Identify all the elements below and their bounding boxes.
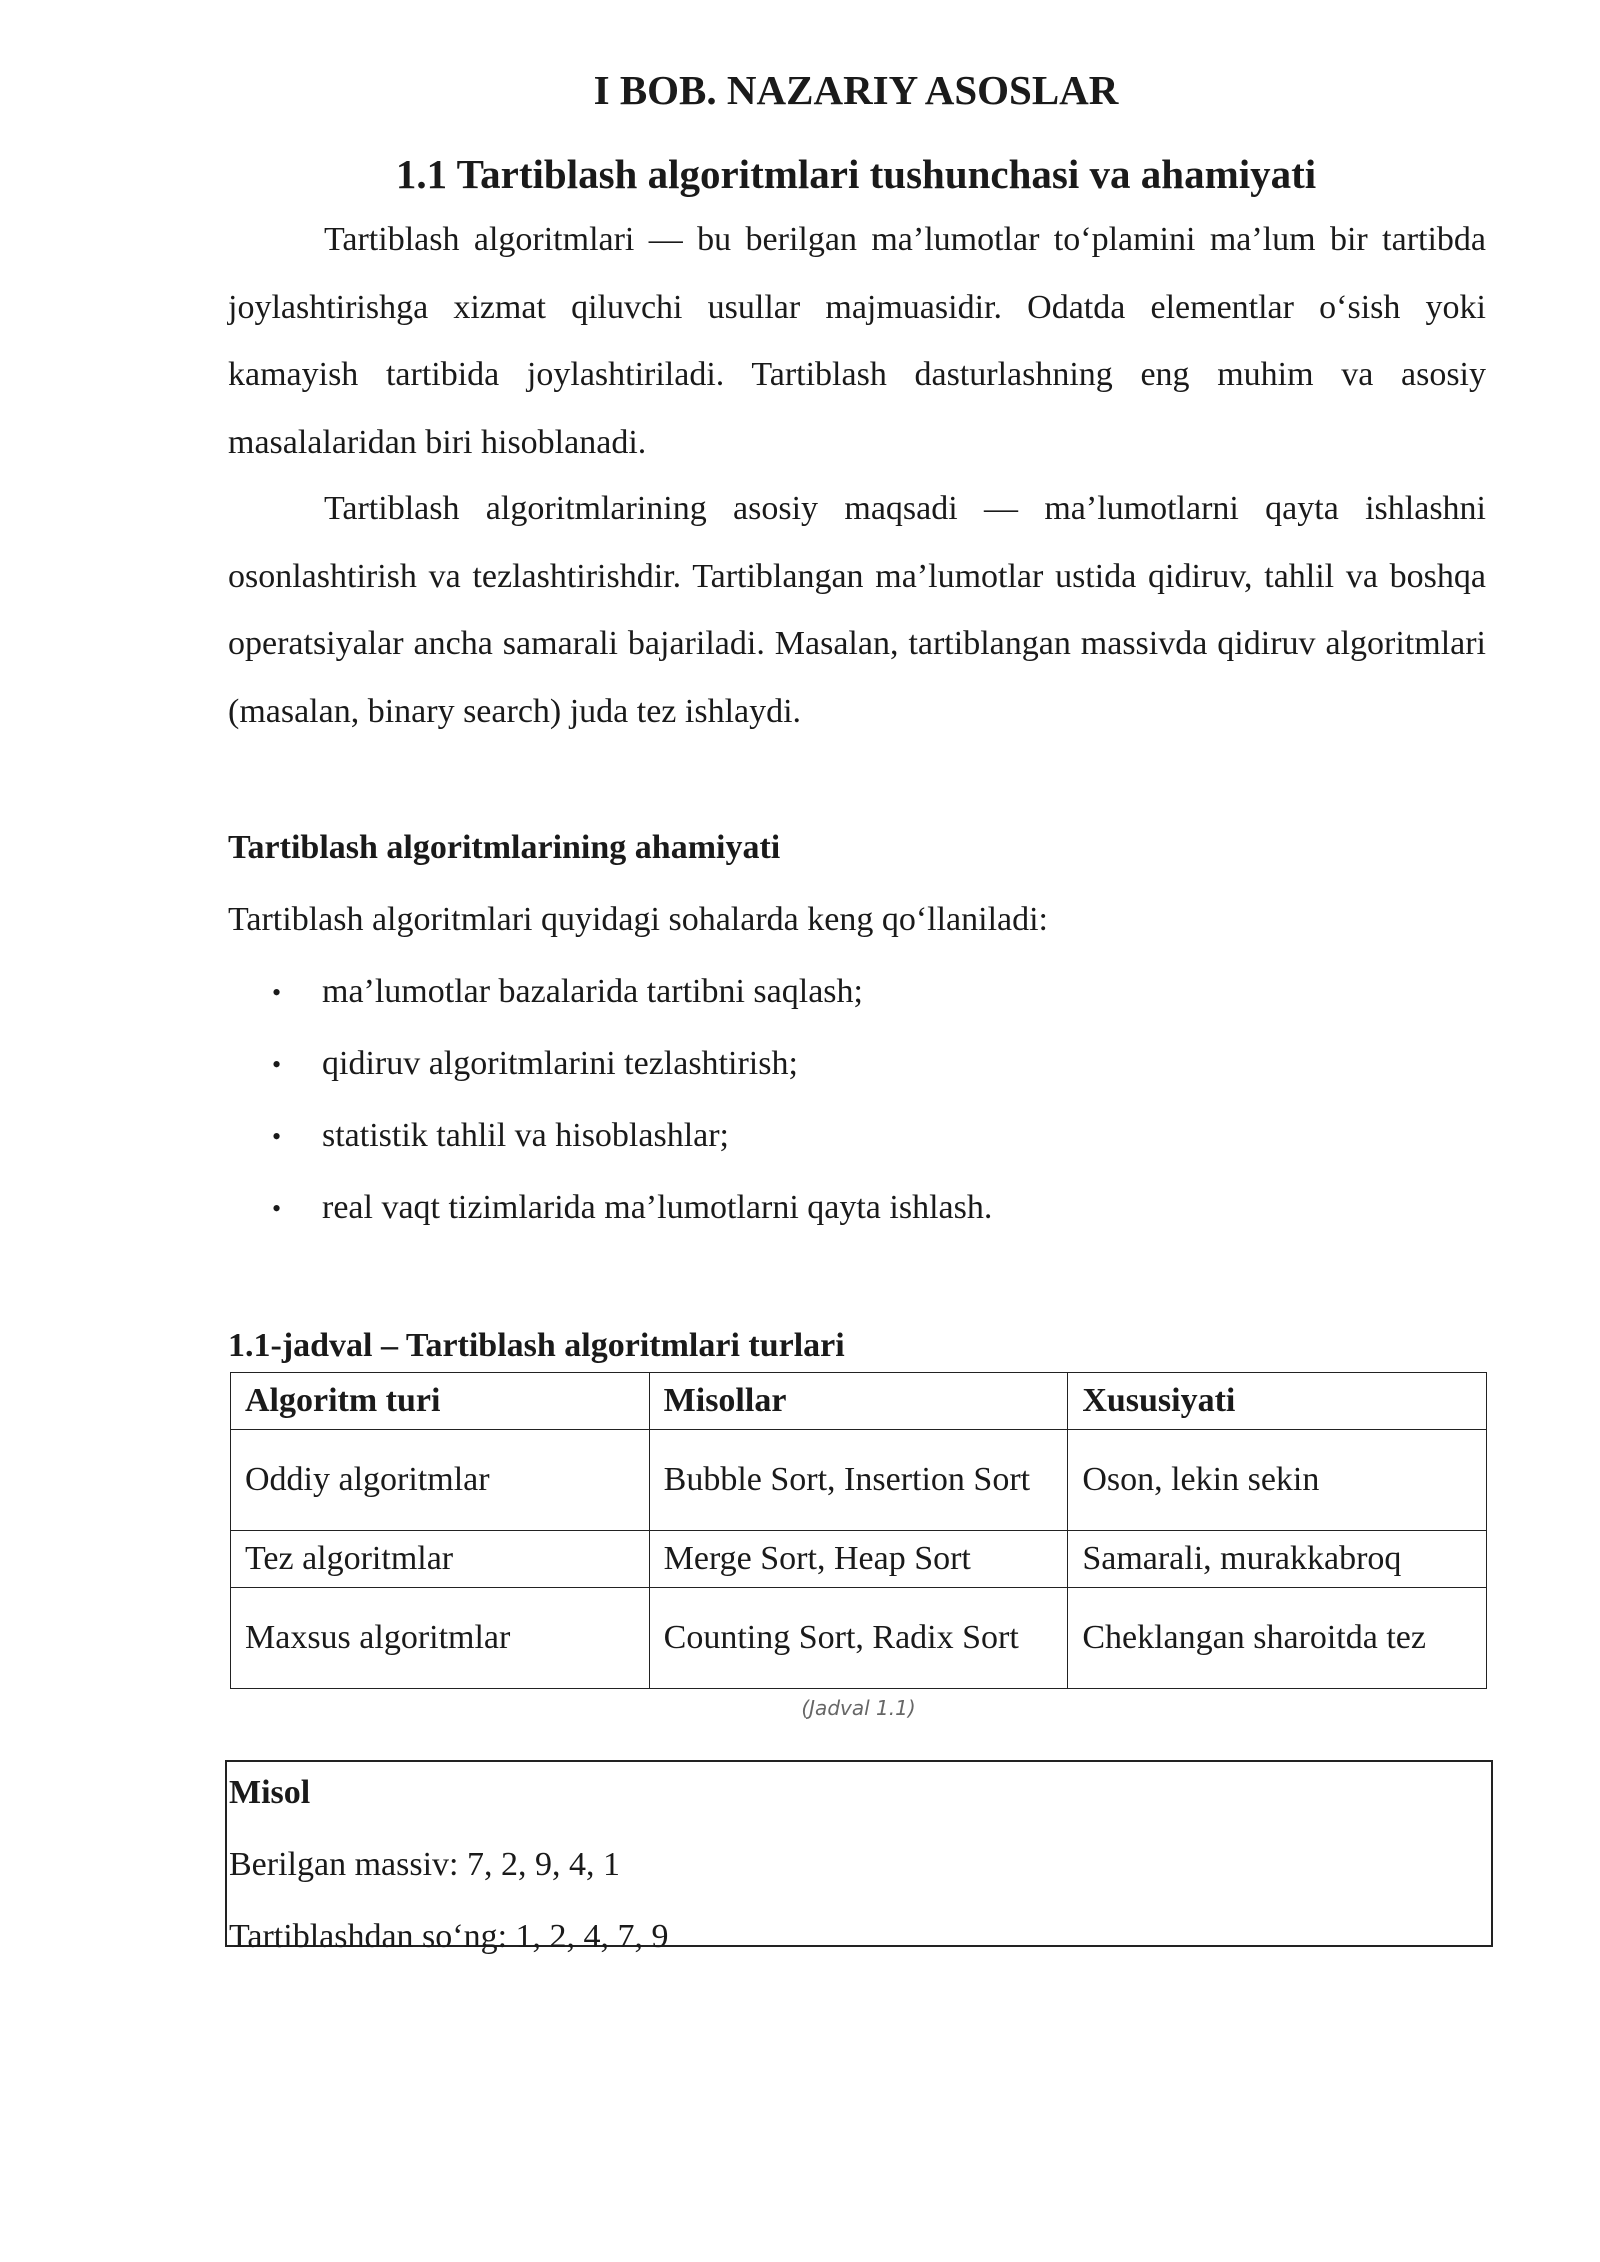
list-item-text: real vaqt tizimlarida ma’lumotlarni qayta ishlash. bbox=[322, 1189, 993, 1226]
table-row bbox=[231, 1430, 1487, 1531]
importance-list bbox=[228, 964, 1486, 1252]
table-cell: Oson, lekin sekin bbox=[1068, 1430, 1487, 1531]
bullet-icon: • bbox=[272, 1122, 282, 1151]
table-note: (Jadval 1.1) bbox=[801, 1696, 916, 1720]
table-caption: 1.1-jadval – Tartiblash algoritmlari turlari bbox=[228, 1327, 845, 1364]
table-cell: Cheklangan sharoitda tez bbox=[1068, 1588, 1487, 1689]
importance-intro: Tartiblash algoritmlari quyidagi sohalarda keng qo‘llaniladi: bbox=[228, 901, 1049, 938]
bullet-icon: • bbox=[272, 978, 282, 1007]
table-cell: Oddiy algoritmlar bbox=[231, 1430, 650, 1531]
example-result: Tartiblashdan so‘ng: 1, 2, 4, 7, 9 bbox=[229, 1918, 669, 1955]
section-title: 1.1 Tartiblash algoritmlari tushunchasi va ahamiyati bbox=[395, 151, 1317, 197]
table-header-row bbox=[231, 1373, 1487, 1430]
table-header-cell: Misollar bbox=[649, 1373, 1068, 1430]
list-item-text: ma’lumotlar bazalarida tartibni saqlash; bbox=[322, 973, 863, 1010]
bullet-icon: • bbox=[272, 1194, 282, 1223]
list-item bbox=[228, 964, 1486, 1036]
paragraph-definition: Tartiblash algoritmlari — bu berilgan ma’lumotlar to‘plamini ma’lum bir tartibda joylashtirishga xizmat qiluvchi usullar majmuasidir. Odatda elementlar o‘sish yoki kamayish tartibida joylashtiriladi. Tartiblash dasturlashning eng muhim va asosiy masalalaridan biri hisoblanadi. bbox=[228, 221, 1486, 461]
list-item bbox=[228, 1180, 1486, 1252]
list-item bbox=[228, 1108, 1486, 1180]
table-cell: Bubble Sort, Insertion Sort bbox=[649, 1430, 1068, 1531]
table-row bbox=[231, 1531, 1487, 1588]
table-row bbox=[231, 1588, 1487, 1689]
list-item-text: statistik tahlil va hisoblashlar; bbox=[322, 1117, 730, 1154]
algorithm-types-table bbox=[230, 1372, 1487, 1689]
table-cell: Tez algoritmlar bbox=[231, 1531, 650, 1588]
example-box bbox=[225, 1760, 1493, 1955]
table-header-cell: Algoritm turi bbox=[231, 1373, 650, 1430]
table-cell: Merge Sort, Heap Sort bbox=[649, 1531, 1068, 1588]
example-given: Berilgan massiv: 7, 2, 9, 4, 1 bbox=[229, 1846, 620, 1883]
paragraph-purpose: Tartiblash algoritmlarining asosiy maqsadi — ma’lumotlarni qayta ishlashni osonlashtirish va tezlashtirishdir. Tartiblangan ma’lumotlar ustida qidiruv, tahlil va boshqa operatsiyalar ancha samarali bajariladi. Masalan, tartiblangan massivda qidiruv algoritmlari (masalan, binary search) juda tez ishlaydi. bbox=[228, 490, 1486, 730]
table-cell: Counting Sort, Radix Sort bbox=[649, 1588, 1068, 1689]
bullet-icon: • bbox=[272, 1050, 282, 1079]
table-cell: Maxsus algoritmlar bbox=[231, 1588, 650, 1689]
example-title: Misol bbox=[229, 1774, 311, 1811]
chapter-title: I BOB. NAZARIY ASOSLAR bbox=[593, 67, 1119, 113]
list-item bbox=[228, 1036, 1486, 1108]
importance-heading: Tartiblash algoritmlarining ahamiyati bbox=[228, 829, 781, 866]
table-cell: Samarali, murakkabroq bbox=[1068, 1531, 1487, 1588]
list-item-text: qidiruv algoritmlarini tezlashtirish; bbox=[322, 1045, 798, 1082]
table-header-cell: Xususiyati bbox=[1068, 1373, 1487, 1430]
